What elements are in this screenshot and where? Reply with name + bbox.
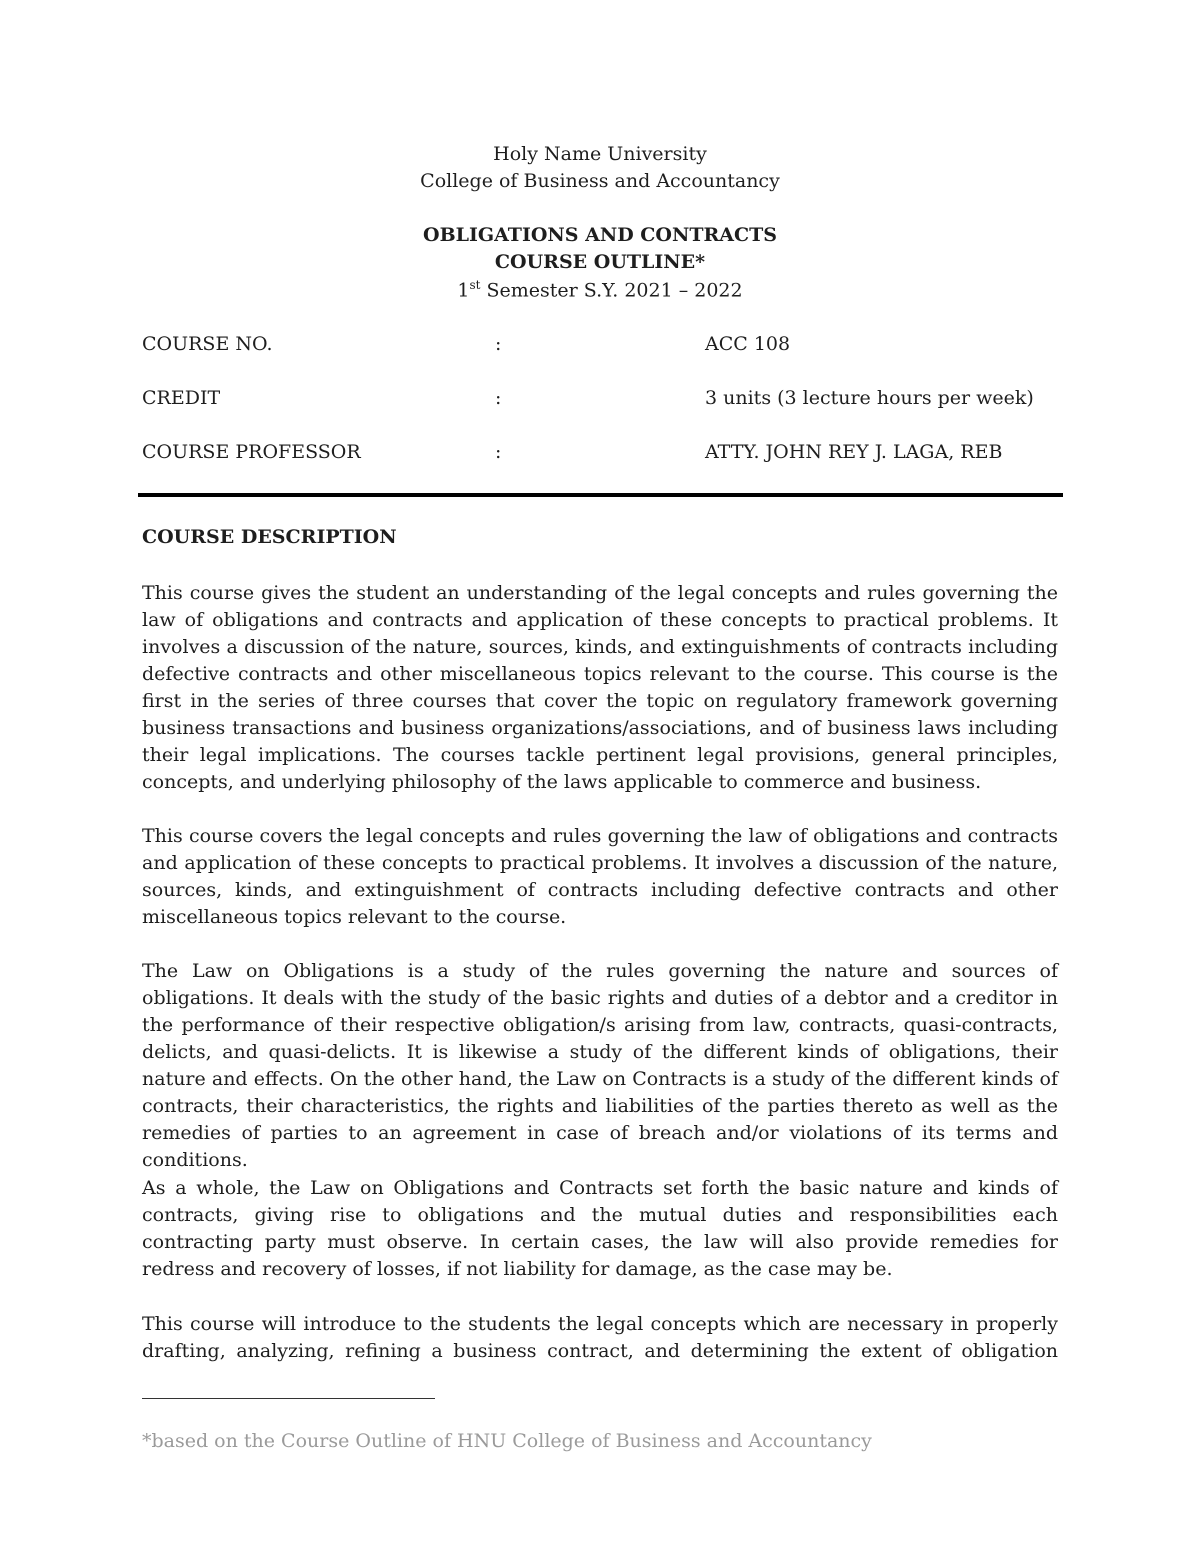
description-paragraph: This course covers the legal concepts and rules governing the law of obligations and contracts and application of these concepts to practical problems. It involves a discussion of the nature, sources, kinds, and extinguishment of contracts including defective contracts and other miscellaneous topics relevant to the course. <box>142 825 1058 928</box>
description-paragraph: As a whole, the Law on Obligations and Contracts set forth the basic nature and kinds of contracts, giving rise to obligations and the mutual duties and responsibilities each contracting party must observe. In certain cases, the law will also provide remedies for redress and recovery of losses, if not liability for damage, as the case may be. <box>142 1177 1058 1280</box>
section-heading: COURSE DESCRIPTION <box>142 526 397 548</box>
info-row-credit <box>142 387 1062 417</box>
info-row-professor <box>142 441 1062 471</box>
info-label: COURSE PROFESSOR <box>142 441 361 463</box>
semester-ordinal: st <box>469 278 481 292</box>
info-value: ATTY. JOHN REY J. LAGA, REB <box>705 441 1003 463</box>
university-name: Holy Name University <box>493 143 707 165</box>
course-title: OBLIGATIONS AND CONTRACTS <box>423 224 777 246</box>
info-label: CREDIT <box>142 387 221 409</box>
info-value: ACC 108 <box>705 333 791 355</box>
semester-text: Semester S.Y. 2021 – 2022 <box>480 279 743 302</box>
semester-line <box>0 278 1200 301</box>
description-paragraph: The Law on Obligations is a study of the rules governing the nature and sources of obligations. It deals with the study of the basic rights and duties of a debtor and a creditor in the performance of their respective obligation/s arising from law, contracts, quasi-contracts, delicts, and quasi-delicts. It is likewise a study of the different kinds of obligations, their nature and effects. On the other hand, the Law on Contracts is a study of the different kinds of contracts, their characteristics, the rights and liabilities of the parties thereto as well as the remedies of parties to an agreement in case of breach and/or violations of its terms and conditions. <box>142 960 1058 1171</box>
footnote-separator <box>142 1398 435 1399</box>
info-label: COURSE NO. <box>142 333 273 355</box>
college-name: College of Business and Accountancy <box>420 170 780 192</box>
info-separator: : <box>495 333 502 355</box>
footnote: *based on the Course Outline of HNU College of Business and Accountancy <box>142 1430 872 1452</box>
description-paragraph: This course gives the student an understanding of the legal concepts and rules governing the law of obligations and contracts and application of these concepts to practical problems. It involves a discussion of the nature, sources, kinds, and extinguishments of contracts including defective contracts and other miscellaneous topics relevant to the course. This course is the first in the series of three courses that cover the topic on regulatory framework governing business transactions and business organizations/associations, and of business laws including their legal implications. The courses tackle pertinent legal provisions, general principles, concepts, and underlying philosophy of the laws applicable to commerce and business. <box>142 582 1058 793</box>
description-paragraph: This course will introduce to the students the legal concepts which are necessary in properly drafting, analyzing, refining a business contract, and determining the extent of obligation <box>142 1313 1058 1362</box>
section-divider <box>138 493 1063 497</box>
info-row-course-no <box>142 333 1062 363</box>
info-separator: : <box>495 387 502 409</box>
info-separator: : <box>495 441 502 463</box>
outline-label: COURSE OUTLINE* <box>494 251 706 273</box>
semester-number: 1 <box>457 279 470 302</box>
info-value: 3 units (3 lecture hours per week) <box>705 387 1034 409</box>
